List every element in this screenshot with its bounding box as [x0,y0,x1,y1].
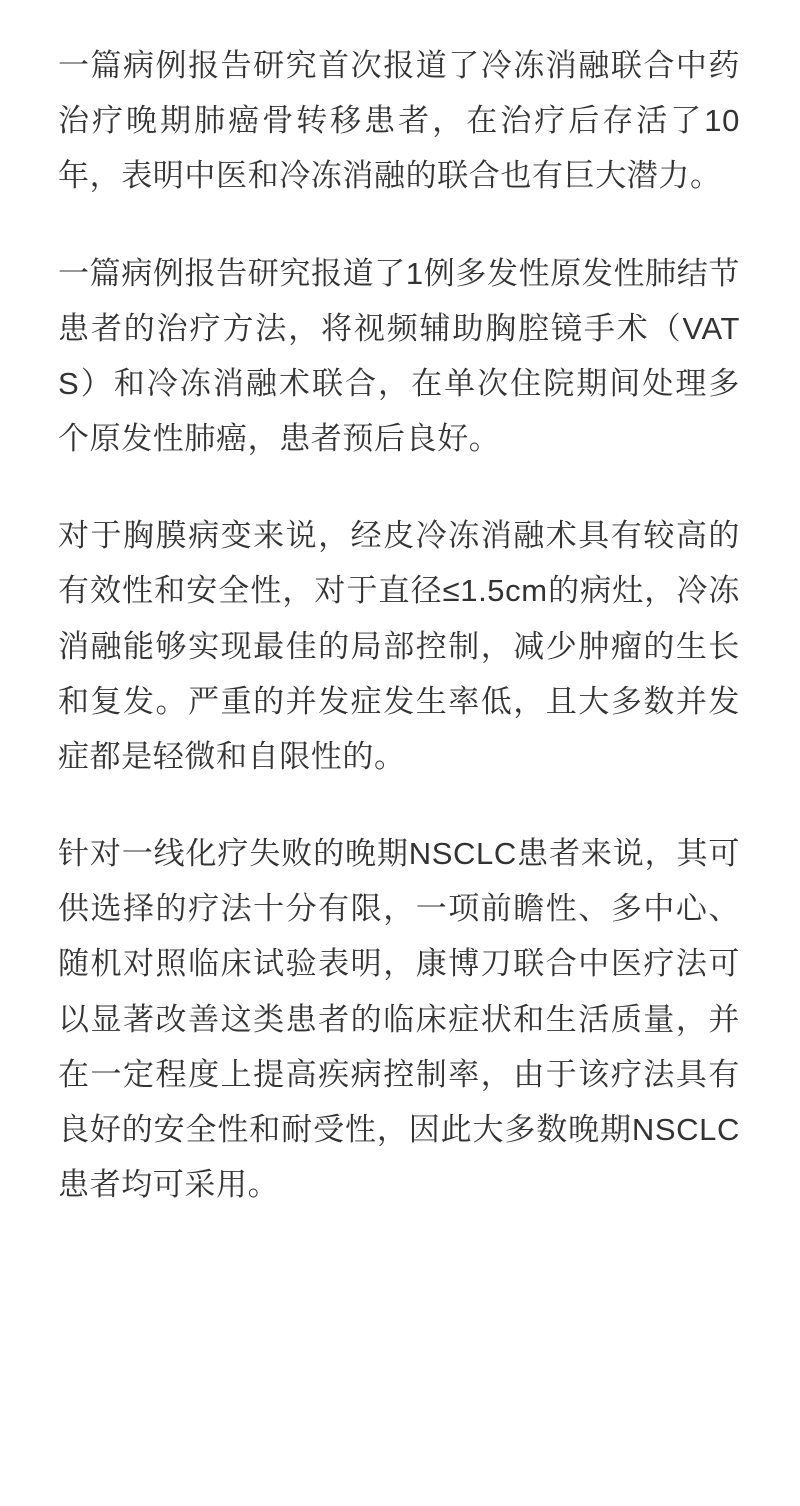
paragraph: 对于胸膜病变来说，经皮冷冻消融术具有较高的有效性和安全性，对于直径≤1.5cm的病灶，冷冻消融能够实现最佳的局部控制，减少肿瘤的生长和复发。严重的并发症发生率低，且大多数并发症都是轻微和自限性的。 [58,518,740,774]
paragraph: 一篇病例报告研究报道了1例多发性原发性肺结节患者的治疗方法，将视频辅助胸腔镜手术（VATS）和冷冻消融术联合，在单次住院期间处理多个原发性肺癌，患者预后良好。 [58,255,740,457]
paragraph: 一篇病例报告研究首次报道了冷冻消融联合中药治疗晚期肺癌骨转移患者，在治疗后存活了10年，表明中医和冷冻消融的联合也有巨大潜力。 [58,48,740,194]
paragraph: 针对一线化疗失败的晚期NSCLC患者来说，其可供选择的疗法十分有限，一项前瞻性、多中心、随机对照临床试验表明，康博刀联合中医疗法可以显著改善这类患者的临床症状和生活质量，并在一定程度上提高疾病控制率，由于该疗法具有良好的安全性和耐受性，因此大多数晚期NSCLC患者均可采用。 [58,836,740,1203]
